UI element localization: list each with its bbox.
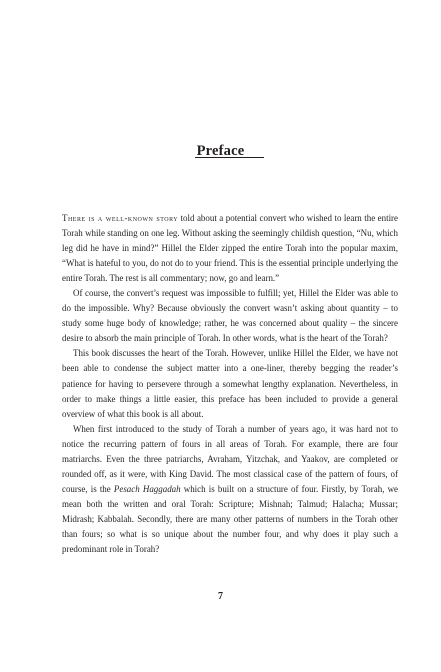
- opening-smallcaps: There is a well-known story: [62, 213, 179, 223]
- paragraph-2: Of course, the convert’s request was impossible to fulfill; yet, Hillel the Elder was able to do the impossible. Why? Because obviously the convert wasn’t asking about quantity – to study some huge body of knowledge; rather, he was concerned about quality – the sincere desire to absorb the main principle of Torah. In other words, what is the heart of the Torah?: [62, 288, 398, 344]
- page-number: 7: [218, 591, 223, 602]
- paragraph-1: [62, 211, 398, 286]
- title-rule: [195, 157, 264, 158]
- paragraph-1-text: told about a potential convert who wished to learn the entire Torah while standing on one leg. Without asking the seemingly childish question, “Nu, which leg did he have in mind?” Hillel the Elder zipped the entire Torah into the popular maxim, “What is hateful to you, do not do to your friend. This is the essential principle underlying the entire Torah. The rest is all commentary; now, go and learn.”: [62, 213, 398, 284]
- body-text: [62, 211, 398, 557]
- haggadah-italic: Pesach Haggadah: [113, 483, 181, 494]
- paragraph-4-text-b: which is built on a structure of four. Firstly, by Torah, we mean both the written and oral Torah: Scripture; Mishnah; Talmud; Halacha; Mussar; Midrash; Kabbalah. Secondly, there are many other patterns of numbers in the Torah other than fours; so what is so unique about the number four, and why does it play such a predominant role in Torah?: [62, 483, 398, 555]
- page-title: Preface: [196, 142, 245, 159]
- paragraph-3: This book discusses the heart of the Torah. However, unlike Hillel the Elder, we have not been able to condense the subject matter into a one-liner, thereby begging the reader’s patience for having to persevere through a somewhat lengthy explanation. Nevertheless, in order to make things a little easier, this preface has been included to provide a general overview of what this book is all about.: [62, 348, 398, 419]
- paragraph-4: [62, 422, 398, 557]
- paragraph-4-text-a: When first introduced to the study of Torah a number of years ago, it was hard not to notice the recurring pattern of fours in all areas of Torah. For example, there are four matriarchs. Even the three patriarchs, Avraham, Yitzchak, and Yaakov, are completed or rounded off, as it were, with King David. The most classical case of the pattern of fours, of course, is the: [62, 423, 398, 494]
